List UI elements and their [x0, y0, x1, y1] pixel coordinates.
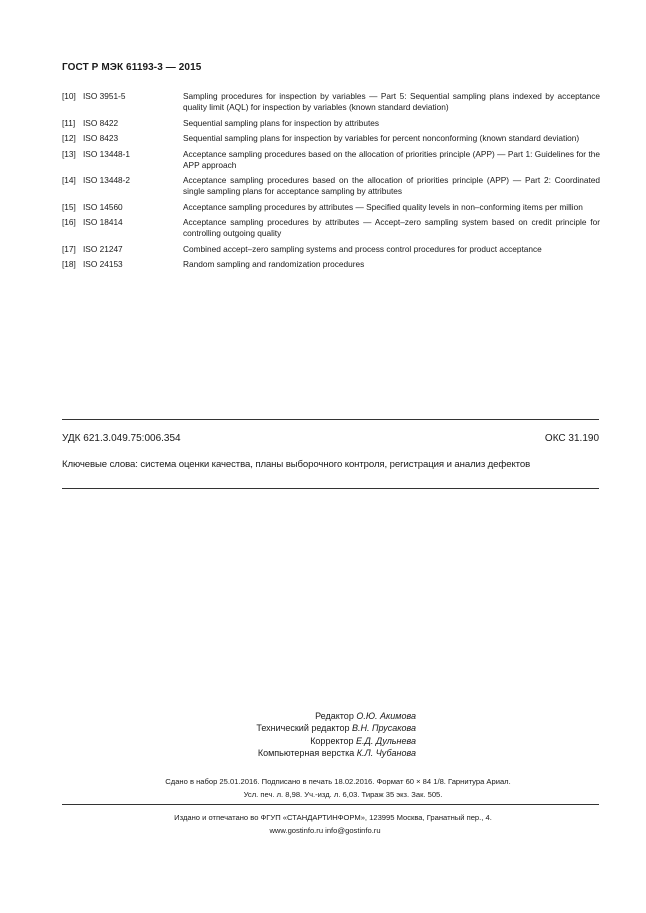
bibliography-item — [62, 202, 600, 213]
reference-number: [15] — [62, 201, 76, 212]
reference-code: ISO 13448-2 — [83, 175, 131, 185]
reference-code: ISO 24153 — [83, 259, 123, 269]
reference-title: Acceptance sampling procedures based on the allocation of priorities principle (APP) — Part 2: Coordinated single sampling plans for acceptance sampling by attributes — [183, 175, 600, 196]
reference-title: Sequential sampling plans for inspection by variables for percent nonconforming (known standard deviation) — [183, 133, 580, 143]
keywords-line: Ключевые слова: система оценки качества, планы выборочного контроля, регистрация и анализ дефектов — [62, 459, 531, 470]
reference-title: Acceptance sampling procedures by attributes — Specified quality levels in non–conforming items per million — [183, 201, 583, 212]
reference-code: ISO 14560 — [83, 201, 123, 212]
credit-line — [0, 722, 416, 734]
reference-code: ISO 13448-1 — [83, 148, 131, 159]
bibliography-list — [62, 91, 600, 275]
credit-name: К.Л. Чубанова — [356, 747, 416, 758]
credit-role: Редактор — [315, 711, 354, 721]
print-imprint — [0, 776, 646, 801]
oks-code: ОКС 31.190 — [544, 433, 599, 444]
bibliography-item — [62, 133, 600, 144]
credit-line — [0, 710, 416, 722]
credit-name: Е.Д. Дульнева — [356, 735, 416, 746]
editorial-credits — [0, 710, 646, 759]
credit-role: Корректор — [310, 735, 354, 746]
reference-title: Random sampling and randomization procedures — [183, 259, 365, 269]
divider-imprint — [62, 804, 599, 805]
udk-code: УДК 621.3.049.75:006.354 — [62, 433, 181, 444]
imprint-line-1: Сдано в набор 25.01.2016. Подписано в печать 18.02.2016. Формат 60 × 84 1/8. Гарнитура Ариал. — [165, 777, 511, 786]
reference-number: [18] — [62, 259, 76, 269]
bibliography-item — [62, 259, 600, 270]
reference-code: ISO 18414 — [83, 217, 123, 227]
publisher-line-1: Издано и отпечатано во ФГУП «СТАНДАРТИНФОРМ», 123995 Москва, Гранатный пер., 4. — [174, 813, 492, 822]
bibliography-item — [62, 118, 600, 129]
reference-title: Sequential sampling plans for inspection by attributes — [183, 117, 380, 128]
reference-number: [14] — [62, 175, 76, 185]
bibliography-item — [62, 149, 600, 171]
bibliography-item — [62, 217, 600, 239]
credit-line — [0, 747, 416, 759]
credit-role: Технический редактор — [256, 723, 350, 734]
credit-line — [0, 735, 416, 747]
reference-number: [17] — [62, 243, 76, 254]
reference-number: [10] — [62, 91, 76, 101]
reference-title: Sampling procedures for inspection by variables — Part 5: Sequential sampling plans indexed by acceptance quality limit (AQL) for inspection by variables (known standard deviation) — [183, 91, 600, 112]
reference-code: ISO 3951-5 — [83, 91, 126, 101]
standard-header: ГОСТ Р МЭК 61193-3 — 2015 — [62, 62, 202, 73]
reference-code: ISO 21247 — [83, 243, 123, 254]
reference-number: [13] — [62, 148, 76, 159]
publisher-info — [0, 812, 646, 837]
reference-title: Acceptance sampling procedures by attributes — Accept–zero sampling system based on credit principle for controlling outgoing quality — [183, 217, 600, 238]
reference-code: ISO 8423 — [83, 133, 119, 143]
divider-top — [62, 419, 599, 420]
reference-code: ISO 8422 — [83, 117, 119, 128]
credit-role: Компьютерная верстка — [257, 747, 355, 758]
reference-title: Acceptance sampling procedures based on the allocation of priorities principle (APP) — Part 1: Guidelines for the APP approach — [183, 148, 600, 170]
classification-row — [62, 433, 599, 444]
bibliography-item — [62, 244, 600, 255]
credit-name: В.Н. Прусакова — [352, 723, 416, 734]
reference-title: Combined accept–zero sampling systems and process control procedures for product acceptance — [183, 243, 542, 254]
credit-name: О.Ю. Акимова — [356, 711, 416, 721]
divider-bottom — [62, 488, 599, 489]
bibliography-item — [62, 91, 600, 113]
reference-number: [16] — [62, 217, 76, 227]
publisher-line-2: www.gostinfo.ru info@gostinfo.ru — [269, 825, 381, 835]
imprint-line-2: Усл. печ. л. 8,98. Уч.-изд. л. 6,03. Тираж 35 экз. Зак. 505. — [243, 789, 443, 799]
reference-number: [11] — [62, 117, 76, 128]
reference-number: [12] — [62, 133, 76, 143]
bibliography-item — [62, 175, 600, 197]
